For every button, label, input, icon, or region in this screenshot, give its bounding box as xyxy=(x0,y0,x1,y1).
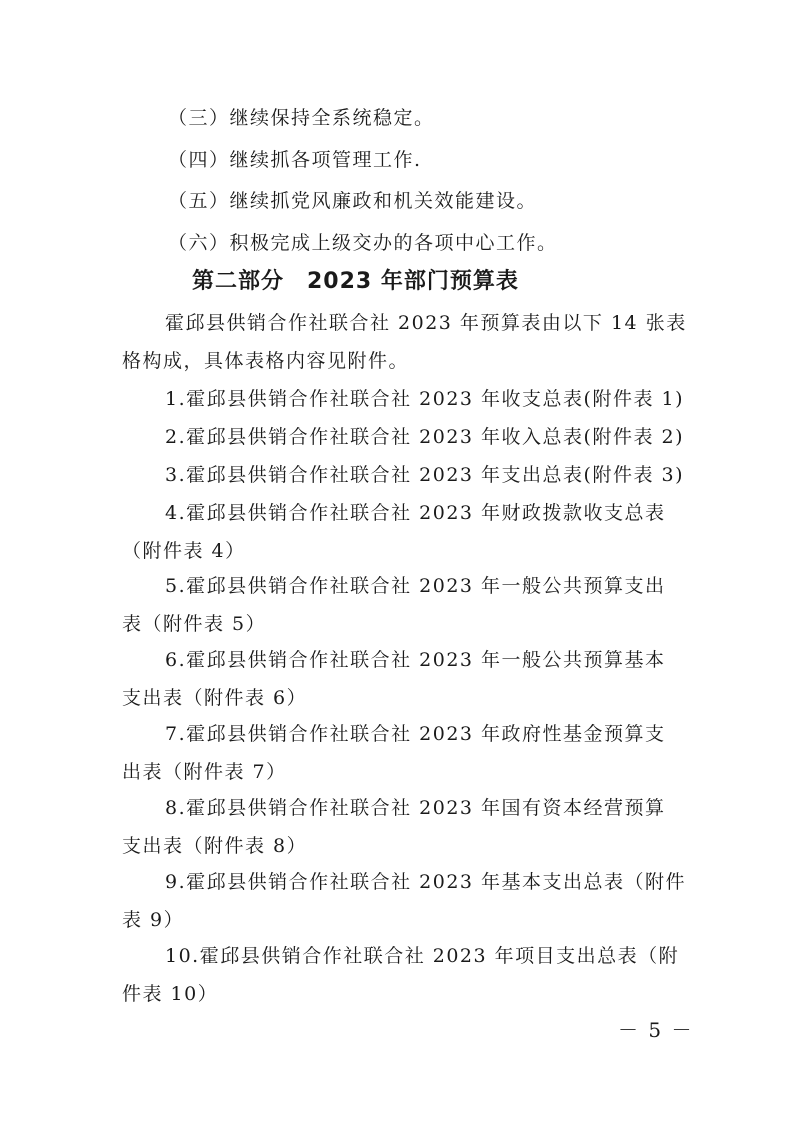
table-list-item-6-line-2: 支出表（附件表 6） xyxy=(122,687,308,709)
table-list-item-7-line-2: 出表（附件表 7） xyxy=(122,761,287,783)
table-list-item-7-line-1: 7.霍邱县供销合作社联合社 2023 年政府性基金预算支 xyxy=(165,723,666,745)
work-item-4: （四）继续抓各项管理工作. xyxy=(168,149,422,171)
table-list-item-4-line-2: （附件表 4） xyxy=(122,540,246,562)
table-list-item-8-line-1: 8.霍邱县供销合作社联合社 2023 年国有资本经营预算 xyxy=(165,797,666,819)
table-list-item-9-line-2: 表 9） xyxy=(122,909,185,931)
intro-line-2: 格构成，具体表格内容见附件。 xyxy=(122,350,410,372)
work-item-5: （五）继续抓党风廉政和机关效能建设。 xyxy=(168,190,538,212)
section-heading: 第二部分 2023 年部门预算表 xyxy=(192,269,519,294)
table-list-item-10-line-1: 10.霍邱县供销合作社联合社 2023 年项目支出总表（附 xyxy=(165,945,680,967)
table-list-item-8-line-2: 支出表（附件表 8） xyxy=(122,835,308,857)
work-item-3: （三）继续保持全系统稳定。 xyxy=(168,107,435,129)
intro-line-1: 霍邱县供销合作社联合社 2023 年预算表由以下 14 张表 xyxy=(165,312,687,334)
table-list-item-5-line-2: 表（附件表 5） xyxy=(122,613,267,635)
table-list-item-4-line-1: 4.霍邱县供销合作社联合社 2023 年财政拨款收支总表 xyxy=(165,502,666,524)
table-list-item-9-line-1: 9.霍邱县供销合作社联合社 2023 年基本支出总表（附件 xyxy=(165,871,687,893)
table-list-item-6-line-1: 6.霍邱县供销合作社联合社 2023 年一般公共预算基本 xyxy=(165,649,666,671)
table-list-item-2: 2.霍邱县供销合作社联合社 2023 年收入总表(附件表 2) xyxy=(165,426,685,448)
table-list-item-3: 3.霍邱县供销合作社联合社 2023 年支出总表(附件表 3) xyxy=(165,464,685,486)
page-number: － 5 － xyxy=(618,1018,694,1042)
table-list-item-1: 1.霍邱县供销合作社联合社 2023 年收支总表(附件表 1) xyxy=(165,388,685,410)
table-list-item-5-line-1: 5.霍邱县供销合作社联合社 2023 年一般公共预算支出 xyxy=(165,575,666,597)
table-list-item-10-line-2: 件表 10） xyxy=(122,983,219,1005)
work-item-6: （六）积极完成上级交办的各项中心工作。 xyxy=(168,232,558,254)
